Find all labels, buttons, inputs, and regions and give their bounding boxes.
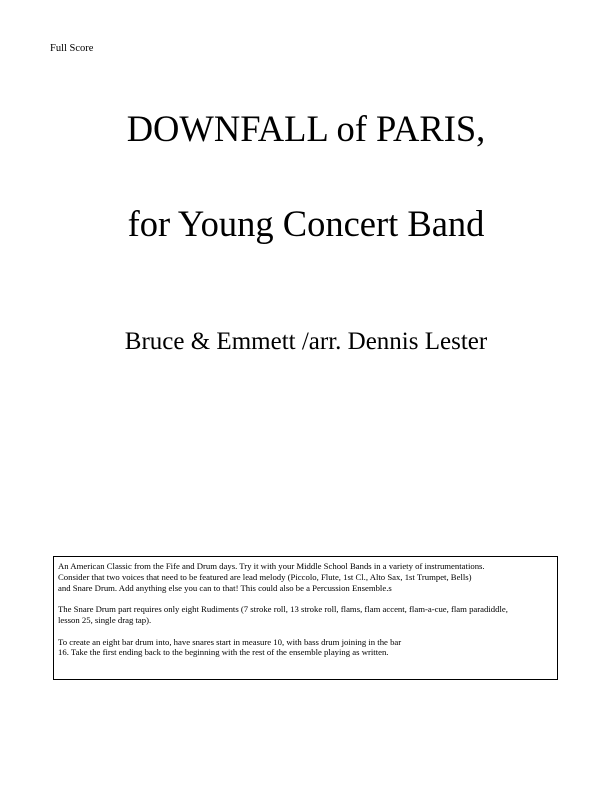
score-type-label: Full Score (50, 43, 94, 54)
notes-paragraph-drum-intro (58, 637, 554, 659)
notes-line: Consider that two voices that need to be featured are lead melody (Piccolo, Flute, 1st Cl., Alto Sax, 1st Trumpet, Bells) (58, 571, 472, 582)
notes-line: To create an eight bar drum into, have snares start in measure 10, with bass drum joining in the bar (58, 636, 402, 647)
notes-line: An American Classic from the Fife and Drum days. Try it with your Middle School Bands in a variety of instrumentations. (58, 561, 485, 571)
piece-subtitle: for Young Concert Band (127, 203, 485, 244)
piece-title: DOWNFALL of PARIS, (126, 108, 486, 149)
notes-paragraph-snare (58, 604, 554, 626)
notes-line: The Snare Drum part requires only eight Rudiments (7 stroke roll, 13 stroke roll, flams, flam accent, flam-a-cue, flam paradiddle, (58, 604, 508, 615)
composer-credit: Bruce & Emmett /arr. Dennis Lester (124, 328, 488, 355)
notes-line: lesson 25, single drag tap). (58, 614, 152, 625)
performance-notes-box (53, 556, 558, 680)
notes-line: and Snare Drum. Add anything else you can to that! This could also be a Percussion Ensemble.s (58, 582, 392, 593)
notes-line: 16. Take the first ending back to the beginning with the rest of the ensemble playing as written. (58, 647, 389, 658)
notes-paragraph-intro (58, 561, 554, 593)
